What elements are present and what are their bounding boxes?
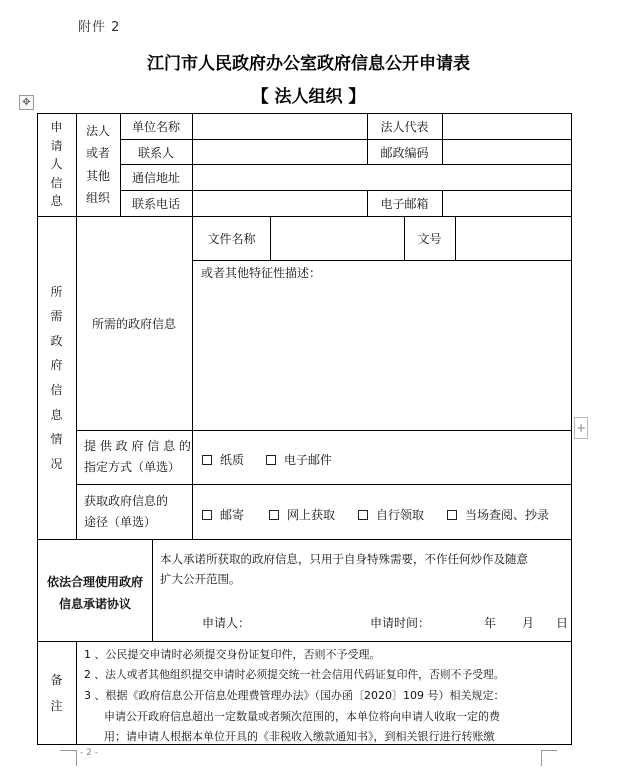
type-line: 其他: [85, 168, 110, 183]
method-option-email[interactable]: [266, 451, 332, 468]
option-label: 电子邮件: [284, 453, 333, 467]
applicant-section-label: [37, 113, 76, 216]
option-label: 自行领取: [376, 508, 425, 522]
doc-no-field[interactable]: [456, 217, 571, 260]
date-month-label: 月: [522, 616, 535, 630]
postal-code-label: 邮政编码: [380, 145, 429, 160]
unit-name-label: 单位名称: [131, 120, 180, 134]
channel-option-self-pickup[interactable]: [358, 506, 424, 523]
type-line: 组织: [85, 190, 110, 205]
doc-no-label: 文号: [417, 232, 442, 246]
channel-label-line2: 途径（单选）: [84, 515, 157, 529]
request-char: 情: [50, 432, 63, 447]
note-item-3: 3 、根据《政府信息公开信息处理费管理办法》（国办函〔2020〕109 号）相关规定：: [84, 689, 505, 702]
table-move-handle-icon[interactable]: ✥: [19, 95, 34, 110]
promise-text-line2: 扩大公开范围。: [160, 572, 241, 586]
form-title: 江门市人民政府办公室政府信息公开申请表: [147, 54, 470, 74]
method-option-paper[interactable]: [202, 451, 244, 468]
promise-text-line1: 本人承诺所获取的政府信息，只用于自身特殊需要，不作任何炒作及随意: [160, 552, 528, 566]
note-item-3-cont-1: 申请公开政府信息超出一定数量或者频次范围的，本单位将向申请人收取一定的费: [104, 710, 500, 723]
legal-rep-field[interactable]: [443, 114, 571, 139]
type-line: 法人: [85, 124, 110, 139]
method-label-line1: 提 供 政 府 信 息 的: [84, 439, 191, 453]
applicant-char: 信: [50, 175, 63, 190]
checkbox-icon[interactable]: [202, 455, 212, 465]
date-year-label: 年: [484, 616, 497, 630]
notes-char: 注: [50, 699, 63, 713]
contact-label: 联系人: [137, 145, 174, 160]
address-label: 通信地址: [131, 171, 180, 185]
request-char: 况: [50, 456, 63, 471]
note-item-3-cont-2: 用；请申请人根据本单位开具的《非税收入缴款通知书》，到相关银行进行转账缴: [104, 730, 495, 743]
promise-label-line2: 信息承诺协议: [58, 597, 131, 611]
option-label: 网上获取: [287, 508, 336, 522]
promise-label-line1: 依法合理使用政府: [46, 575, 143, 589]
promise-date-label: 申请时间：: [370, 616, 431, 630]
checkbox-icon[interactable]: [202, 510, 212, 520]
applicant-char: 请: [50, 138, 63, 153]
date-day-label: 日: [556, 616, 569, 630]
info-label: 所需的政府信息: [91, 317, 176, 331]
unit-name-field[interactable]: [193, 114, 367, 139]
doc-name-field[interactable]: [271, 217, 404, 260]
applicant-type-label: [76, 113, 120, 216]
form-subtitle: 【 法人组织 】: [251, 87, 366, 107]
table-add-column-icon[interactable]: +: [574, 417, 588, 439]
note-item-2: 2 、法人或者其他组织提交申请时必须提交统一社会信用代码证复印件，否则不予受理。: [84, 668, 505, 681]
method-label-line2: 指定方式（单选）: [84, 460, 181, 474]
other-desc-label: 或者其他特征性描述：: [201, 265, 322, 280]
page-corner-mark: [541, 750, 557, 751]
applicant-char: 申: [50, 120, 63, 135]
type-line: 或者: [85, 146, 110, 161]
request-section-label: [37, 217, 76, 539]
page-corner-mark: [76, 750, 77, 766]
page-number: - 2 -: [80, 748, 98, 758]
notes-char: 备: [50, 672, 63, 687]
request-char: 信: [50, 383, 63, 397]
email-label: 电子邮箱: [380, 197, 429, 211]
postal-code-field[interactable]: [443, 140, 571, 164]
checkbox-icon[interactable]: [358, 510, 368, 520]
applicant-char: 息: [50, 194, 63, 209]
applicant-char: 人: [50, 157, 63, 172]
attachment-label: 附件 2: [78, 20, 121, 35]
notes-section-label: [37, 642, 76, 744]
other-desc-field[interactable]: [193, 284, 571, 429]
channel-label-line1: 获取政府信息的: [84, 494, 169, 508]
phone-field[interactable]: [193, 191, 367, 216]
channel-option-onsite[interactable]: [447, 506, 549, 523]
phone-label: 联系电话: [131, 197, 180, 211]
option-label: 当场查阅、抄录: [465, 508, 550, 522]
checkbox-icon[interactable]: [269, 510, 279, 520]
email-field[interactable]: [443, 191, 571, 216]
legal-rep-label: 法人代表: [380, 120, 429, 134]
channel-option-mail[interactable]: [202, 506, 244, 523]
option-label: 纸质: [220, 453, 245, 467]
option-label: 邮寄: [220, 508, 245, 522]
promise-applicant-label: 申请人：: [202, 616, 251, 630]
request-char: 政: [50, 333, 63, 348]
page-corner-mark: [60, 750, 76, 751]
request-char: 所: [50, 284, 63, 299]
contact-field[interactable]: [193, 140, 367, 164]
checkbox-icon[interactable]: [266, 455, 276, 465]
checkbox-icon[interactable]: [447, 510, 457, 520]
address-field[interactable]: [193, 165, 571, 190]
page-corner-mark: [541, 750, 542, 766]
channel-option-online[interactable]: [269, 506, 335, 523]
request-char: 府: [50, 358, 63, 373]
note-item-1: 1 、公民提交申请时必须提交身份证复印件，否则不予受理。: [84, 648, 381, 661]
doc-name-label: 文件名称: [207, 232, 256, 246]
request-char: 需: [50, 309, 63, 324]
request-char: 息: [50, 407, 63, 422]
